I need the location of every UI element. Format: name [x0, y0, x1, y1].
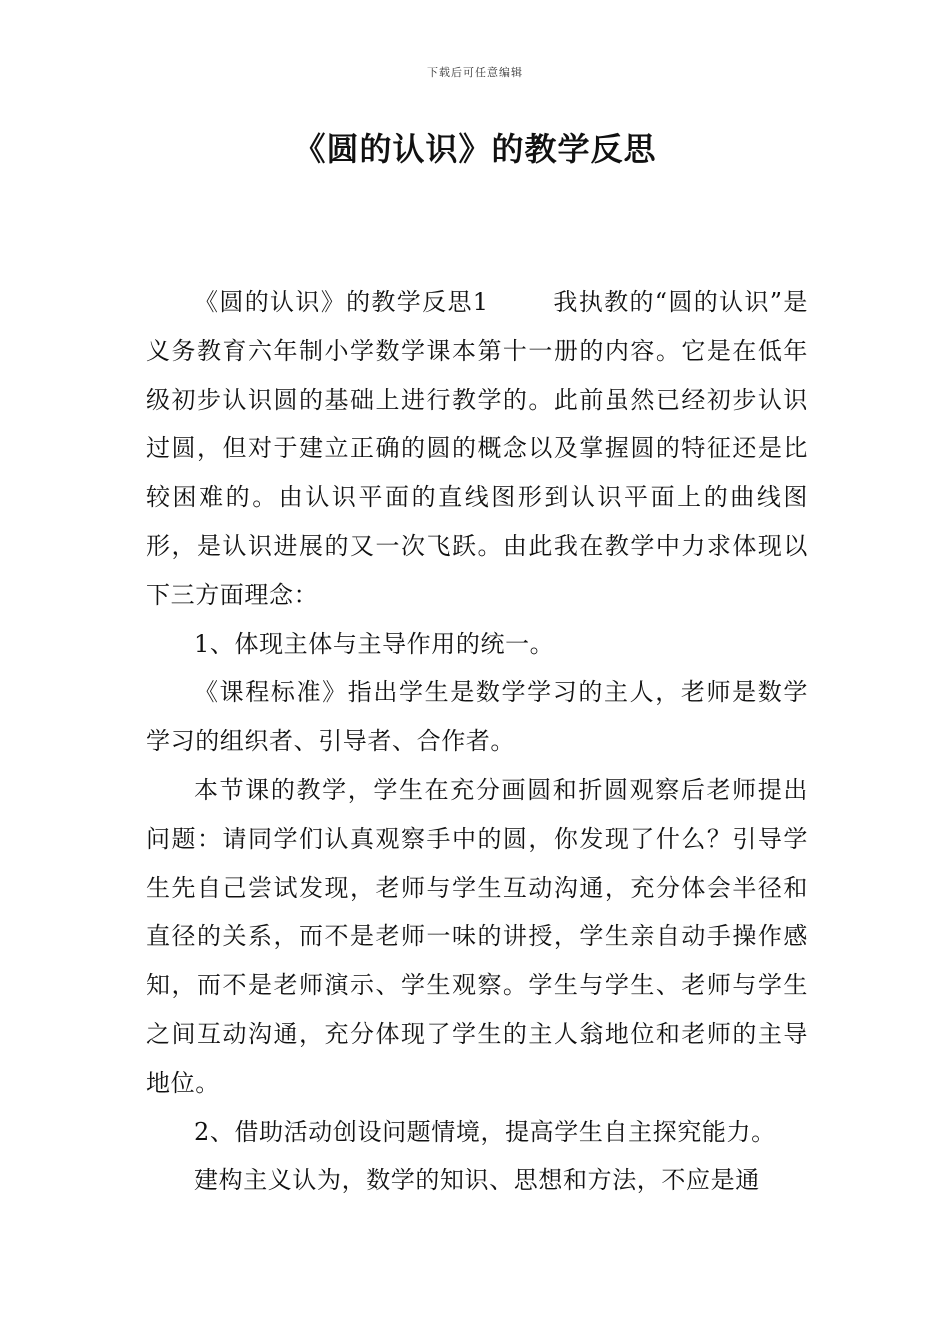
paragraph: 1、体现主体与主导作用的统一。 — [194, 629, 555, 658]
paragraph: 《课程标准》指出学生是数学学习的主人，老师是数学学习的组织者、引导者、合作者。 — [146, 678, 808, 756]
paragraph: 2、借助活动创设问题情境，提高学生自主探究能力。 — [194, 1117, 776, 1146]
document-title: 《圆的认识》的教学反思 — [293, 130, 657, 168]
paragraph-lead: 《圆的认识》的教学反思1 — [194, 288, 489, 316]
paragraph: 本节课的教学，学生在充分画圆和折圆观察后老师提出问题：请同学们认真观察手中的圆，你发现了什么？引导学生先自己尝试发现，老师与学生互动沟通，充分体会半径和直径的关系，而不是老师一味的讲授，学生亲自动手操作感知，而不是老师演示、学生观察。学生与学生、老师与学生之间互动沟通，充分体现了学生的主人翁地位和老师的主导地位。 — [146, 775, 808, 1097]
header-note: 下载后可任意编辑 — [427, 66, 523, 79]
paragraph-text: 我执教的“圆的认识”是义务教育六年制小学数学课本第十一册的内容。它是在低年级初步认识圆的基础上进行教学的。此前虽然已经初步认识过圆，但对于建立正确的圆的概念以及掌握圆的特征还是比较困难的。由认识平面的直线图形到认识平面上的曲线图形，是认识进展的又一次飞跃。由此我在教学中力求体现以下三方面理念： — [146, 288, 809, 609]
paragraph — [146, 278, 808, 620]
paragraph: 建构主义认为，数学的知识、思想和方法，不应是通 — [194, 1166, 760, 1195]
document-body — [146, 278, 808, 1205]
